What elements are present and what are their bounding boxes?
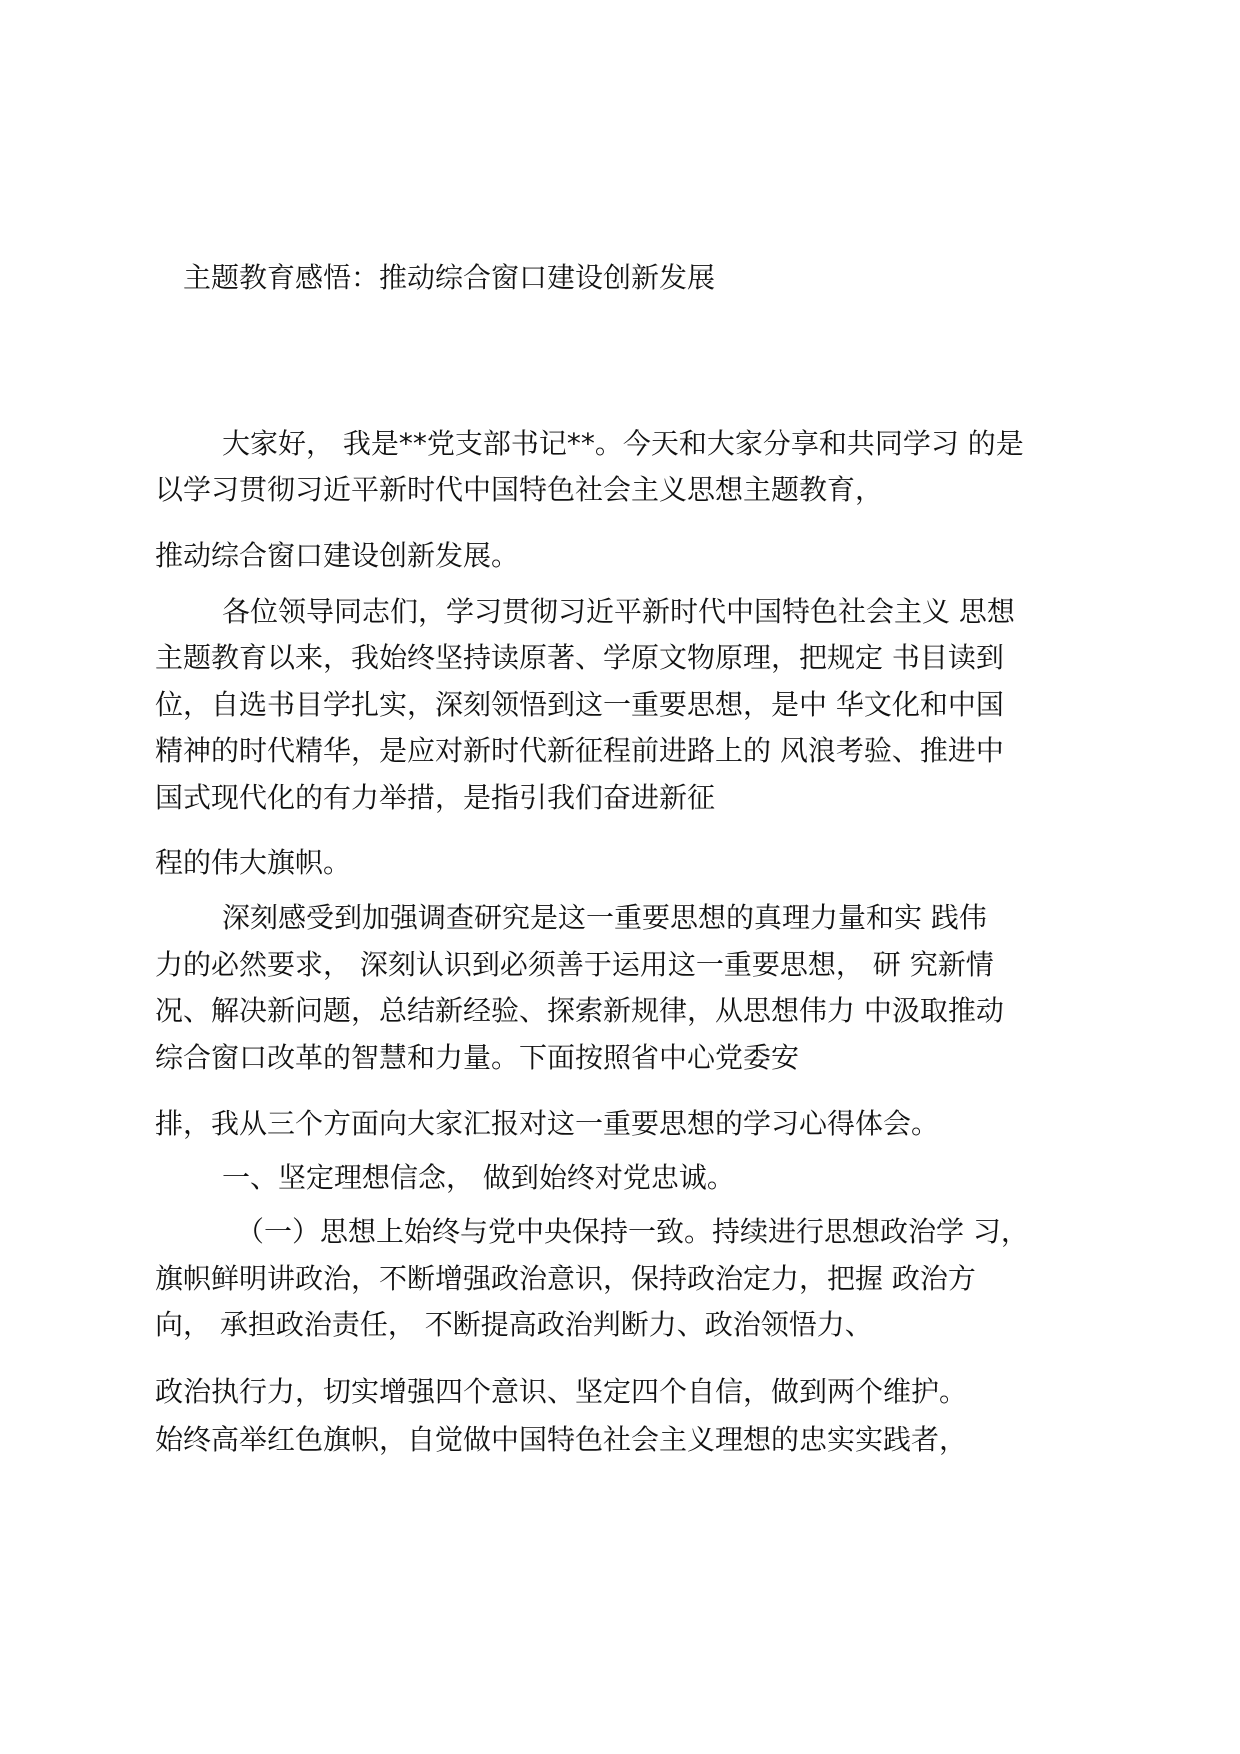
paragraph-line: 推动综合窗口建设创新发展。: [155, 539, 520, 572]
paragraph-line: 向， 承担政治责任， 不断提高政治判断力、政治领悟力、: [155, 1308, 873, 1341]
section-heading: 一、坚定理想信念， 做到始终对党忠诚。: [222, 1161, 735, 1194]
paragraph-line: 力的必然要求， 深刻认识到必须善于运用这一重要思想， 研 究新情: [155, 948, 994, 981]
paragraph-line: 况、解决新问题，总结新经验、探索新规律，从思想伟力 中汲取推动: [155, 994, 1004, 1027]
paragraph-line: 主题教育以来，我始终坚持读原著、学原文物原理，把规定 书目读到: [155, 641, 1004, 674]
paragraph-line: 排，我从三个方面向大家汇报对这一重要思想的学习心得体会。: [155, 1107, 940, 1140]
paragraph-line: 程的伟大旗帜。: [155, 846, 352, 879]
paragraph-line: （一）思想上始终与党中央保持一致。持续进行思想政治学 习，: [236, 1215, 1029, 1248]
paragraph-line: 大家好， 我是**党支部书记**。今天和大家分享和共同学习 的是: [222, 427, 1024, 460]
paragraph-line: 旗帜鲜明讲政治，不断增强政治意识，保持政治定力，把握 政治方: [155, 1262, 976, 1295]
paragraph-line: 始终高举红色旗帜，自觉做中国特色社会主义理想的忠实实践者，: [155, 1423, 968, 1456]
paragraph-line: 综合窗口改革的智慧和力量。下面按照省中心党委安: [155, 1041, 800, 1074]
paragraph-line: 政治执行力，切实增强四个意识、坚定四个自信，做到两个维护。: [155, 1375, 968, 1408]
paragraph-line: 位，自选书目学扎实，深刻领悟到这一重要思想，是中 华文化和中国: [155, 688, 1004, 721]
paragraph-line: 精神的时代精华，是应对新时代新征程前进路上的 风浪考验、推进中: [155, 734, 1004, 767]
paragraph-line: 各位领导同志们，学习贯彻习近平新时代中国特色社会主义 思想: [222, 595, 1015, 628]
paragraph-line: 国式现代化的有力举措，是指引我们奋进新征: [155, 781, 716, 814]
document-title: 主题教育感悟：推动综合窗口建设创新发展: [183, 261, 716, 294]
paragraph-line: 以学习贯彻习近平新时代中国特色社会主义思想主题教育，: [155, 473, 884, 506]
paragraph-line: 深刻感受到加强调查研究是这一重要思想的真理力量和实 践伟: [222, 901, 987, 934]
